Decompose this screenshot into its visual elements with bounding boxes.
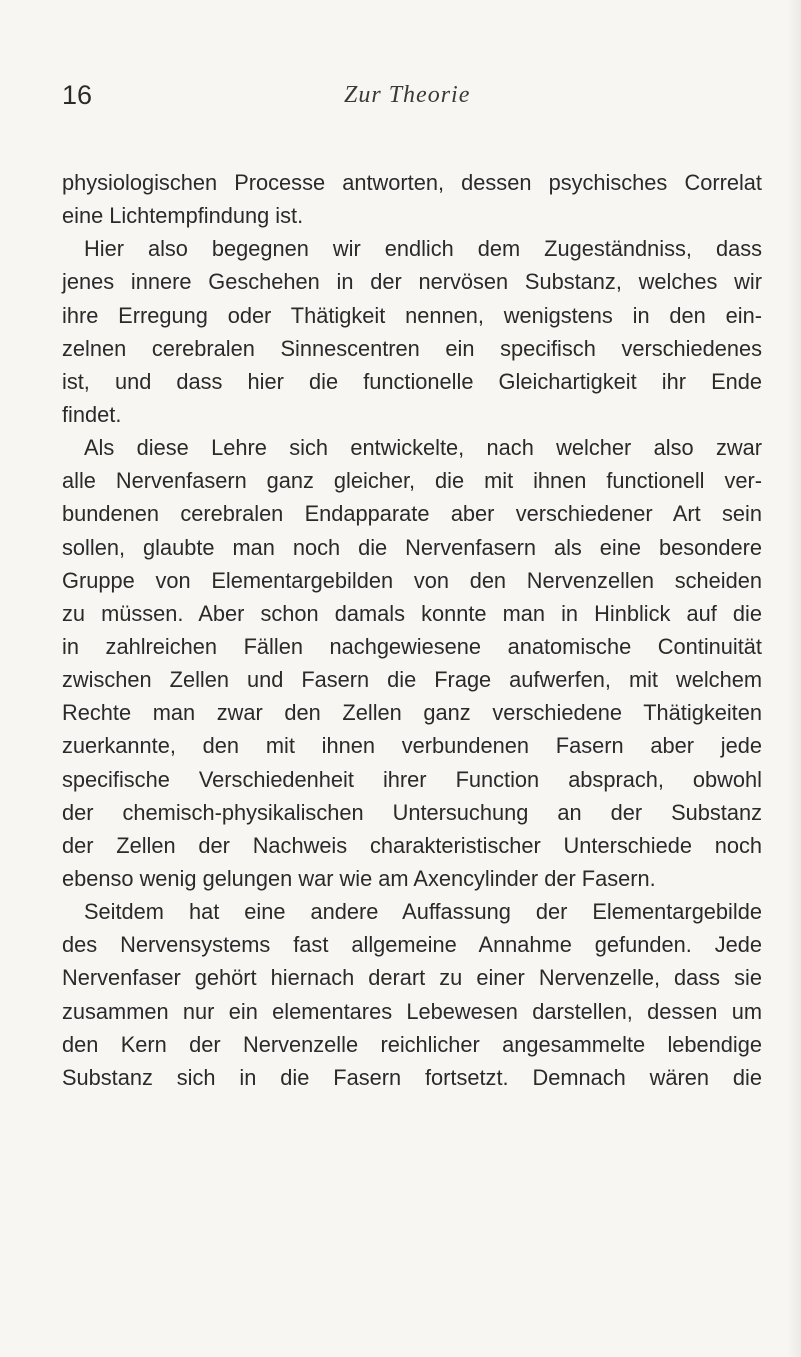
text-line: ebenso wenig gelungen war wie am Axencylinder der Fasern. [62,865,656,891]
running-title: Zur Theorie [344,82,471,108]
text-line: eine Lichtempfindung ist. [62,203,304,229]
page-edge-shadow [787,0,801,1357]
text-line: zu müssen. Aber schon damals konnte man in Hinblick auf die [62,600,762,626]
text-line: zwischen Zellen und Fasern die Frage aufwerfen, mit welchem [62,667,762,693]
text-line: des Nervensystems fast allgemeine Annahme gefunden. Jede [62,932,762,958]
text-line: alle Nervenfasern ganz gleicher, die mit ihnen functionell ver- [62,468,762,494]
text-line: physiologischen Processe antworten, dessen psychisches Correlat [62,170,762,195]
text-line: der Zellen der Nachweis charakteristischer Unterschiede noch [62,832,762,858]
text-line: Rechte man zwar den Zellen ganz verschiedene Thätigkeiten [62,700,762,726]
text-line: Substanz sich in die Fasern fortsetzt. Demnach wären die [62,1064,762,1090]
text-line: findet. [62,401,122,427]
text-line: in zahlreichen Fällen nachgewiesene anatomische Continuität [62,633,762,659]
text-line: der chemisch-physikalischen Untersuchung an der Substanz [62,799,762,825]
text-line: Seitdem hat eine andere Auffassung der Elementargebilde [84,899,762,925]
text-line: specifische Verschiedenheit ihrer Function absprach, obwohl [62,766,762,792]
text-line: ist, und dass hier die functionelle Gleichartigkeit ihr Ende [62,368,762,394]
text-line: jenes innere Geschehen in der nervösen Substanz, welches wir [62,269,762,295]
text-line: zusammen nur ein elementares Lebewesen darstellen, dessen um [62,998,762,1024]
page-header [62,78,762,118]
text-line: Als diese Lehre sich entwickelte, nach welcher also zwar [84,435,762,461]
page-number: 16 [62,80,93,110]
text-line: Nervenfaser gehört hiernach derart zu einer Nervenzelle, dass sie [62,965,762,991]
body-text [62,166,762,1094]
text-line: zuerkannte, den mit ihnen verbundenen Fasern aber jede [62,733,762,759]
text-line: zelnen cerebralen Sinnescentren ein specifisch verschiedenes [62,335,762,361]
text-line: ihre Erregung oder Thätigkeit nennen, wenigstens in den ein- [62,302,762,328]
text-line: sollen, glaubte man noch die Nervenfasern als eine besondere [62,534,762,560]
text-line: Hier also begegnen wir endlich dem Zugeständniss, dass [84,236,762,262]
text-line: bundenen cerebralen Endapparate aber verschiedener Art sein [62,501,762,527]
text-line: den Kern der Nervenzelle reichlicher angesammelte lebendige [62,1031,762,1057]
text-line: Gruppe von Elementargebilden von den Nervenzellen scheiden [62,567,762,593]
